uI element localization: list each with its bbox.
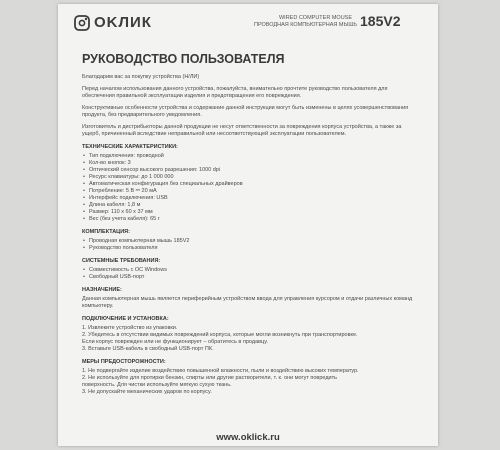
system-title: СИСТЕМНЫЕ ТРЕБОВАНИЯ: xyxy=(82,258,161,264)
install-steps xyxy=(82,325,418,353)
system-list xyxy=(82,267,418,281)
intro-paragraph: Перед началом использования данного устройства, пожалуйста, внимательно прочтите руководство пользователя для обеспечения правильной эксплуатации изделия и предотвращения его повреждения. xyxy=(82,86,388,99)
list-item: • Свободный USB-порт xyxy=(82,274,418,281)
product-line-en: WIRED COMPUTER MOUSE xyxy=(278,15,352,21)
oklick-logo-icon xyxy=(74,15,90,31)
specs-list xyxy=(82,153,418,223)
brand-name: OKЛИК xyxy=(94,14,152,31)
purpose-title: НАЗНАЧЕНИЕ: xyxy=(82,287,122,293)
list-item: • Размер: 110 х 60 х 37 мм xyxy=(82,209,418,216)
step-line: 3. Вставьте USB-кабель в свободный USB-порт ПК. xyxy=(82,346,214,352)
intro-paragraph: Изготовитель и дистрибьюторы данной продукции не несут ответственности за повреждения корпуса устройства, а также за ущерб, причиненный вследствие неправильной или несоответствующей эксплуатации пользователем. xyxy=(82,124,402,137)
manual-header xyxy=(58,4,438,30)
precautions-list xyxy=(82,368,418,396)
list-item: • Кол-во кнопок: 3 xyxy=(82,160,418,167)
step-line: 2. Убедитесь в отсутствии видимых повреждений корпуса, которые могли возникнуть при транспортировке. xyxy=(82,332,358,338)
list-item: • Тип подключения: проводной xyxy=(82,153,418,160)
list-item: • Вес (без учета кабеля): 65 г xyxy=(82,216,418,223)
intro-paragraph: Конструктивные особенности устройства и содержание данной инструкции могут быть изменены в целях усовершенствования продукта, без предварительного уведомления. xyxy=(82,105,409,118)
list-item: • Проводная компьютерная мышь 185V2 xyxy=(82,238,418,245)
specs-title: ТЕХНИЧЕСКИЕ ХАРАКТЕРИСТИКИ: xyxy=(82,144,178,150)
package-title: КОМПЛЕКТАЦИЯ: xyxy=(82,229,130,235)
list-item: • Оптический сенсор высокого разрешения: 1000 dpi xyxy=(82,167,418,174)
footer-url: www.oklick.ru xyxy=(216,432,280,443)
step-line: 1. Извлеките устройство из упаковки. xyxy=(82,325,178,331)
precaution-line: 3. Не допускайте механических ударов по корпусу. xyxy=(82,389,212,395)
intro-paragraph: Благодарим вас за покупку устройства (Н/ЛИ) xyxy=(82,74,200,80)
list-item: • Автоматическая конфигурация без специальных драйверов xyxy=(82,181,418,188)
product-description xyxy=(254,15,358,29)
list-item: • Интерфейс подключения: USB xyxy=(82,195,418,202)
brand-logo xyxy=(74,14,152,31)
list-item: • Длина кабеля: 1,8 м xyxy=(82,202,418,209)
list-item: • Ресурс клавиатуры: до 1 000 000 xyxy=(82,174,418,181)
package-list xyxy=(82,238,418,252)
model-number: 185V2 xyxy=(360,13,401,29)
precautions-title: МЕРЫ ПРЕДОСТОРОЖНОСТИ: xyxy=(82,359,166,365)
list-item: • Руководство пользователя xyxy=(82,245,418,252)
precaution-line: 2. Не используйте для протирки бензин, спирты или другие растворители, т. к. они могут повредить xyxy=(82,375,337,381)
manual-body xyxy=(82,74,418,396)
document-title: РУКОВОДСТВО ПОЛЬЗОВАТЕЛЯ xyxy=(82,52,285,66)
purpose-text: Данная компьютерная мышь является периферийным устройством ввода для управления курсором и отдачи различных команд компьютеру. xyxy=(82,296,413,309)
list-item: • Совместимость с ОС Windows xyxy=(82,267,418,274)
precaution-line: 1. Не подвергайте изделие воздействию повышенной влажности, пыли и воздействию высоких температур. xyxy=(82,368,359,374)
install-title: ПОДКЛЮЧЕНИЕ И УСТАНОВКА: xyxy=(82,316,169,322)
product-line-ru: ПРОВОДНАЯ КОМПЬЮТЕРНАЯ МЫШЬ xyxy=(254,22,358,28)
step-line: Если корпус поврежден или не функционирует – обратитесь в продавцу. xyxy=(82,339,268,345)
precaution-line: поверхность. Для чистки используйте мягкую сухую ткань. xyxy=(82,382,232,388)
list-item: • Потребление: 5 В ⎓ 20 мА xyxy=(82,188,418,195)
manual-sheet xyxy=(58,4,438,446)
